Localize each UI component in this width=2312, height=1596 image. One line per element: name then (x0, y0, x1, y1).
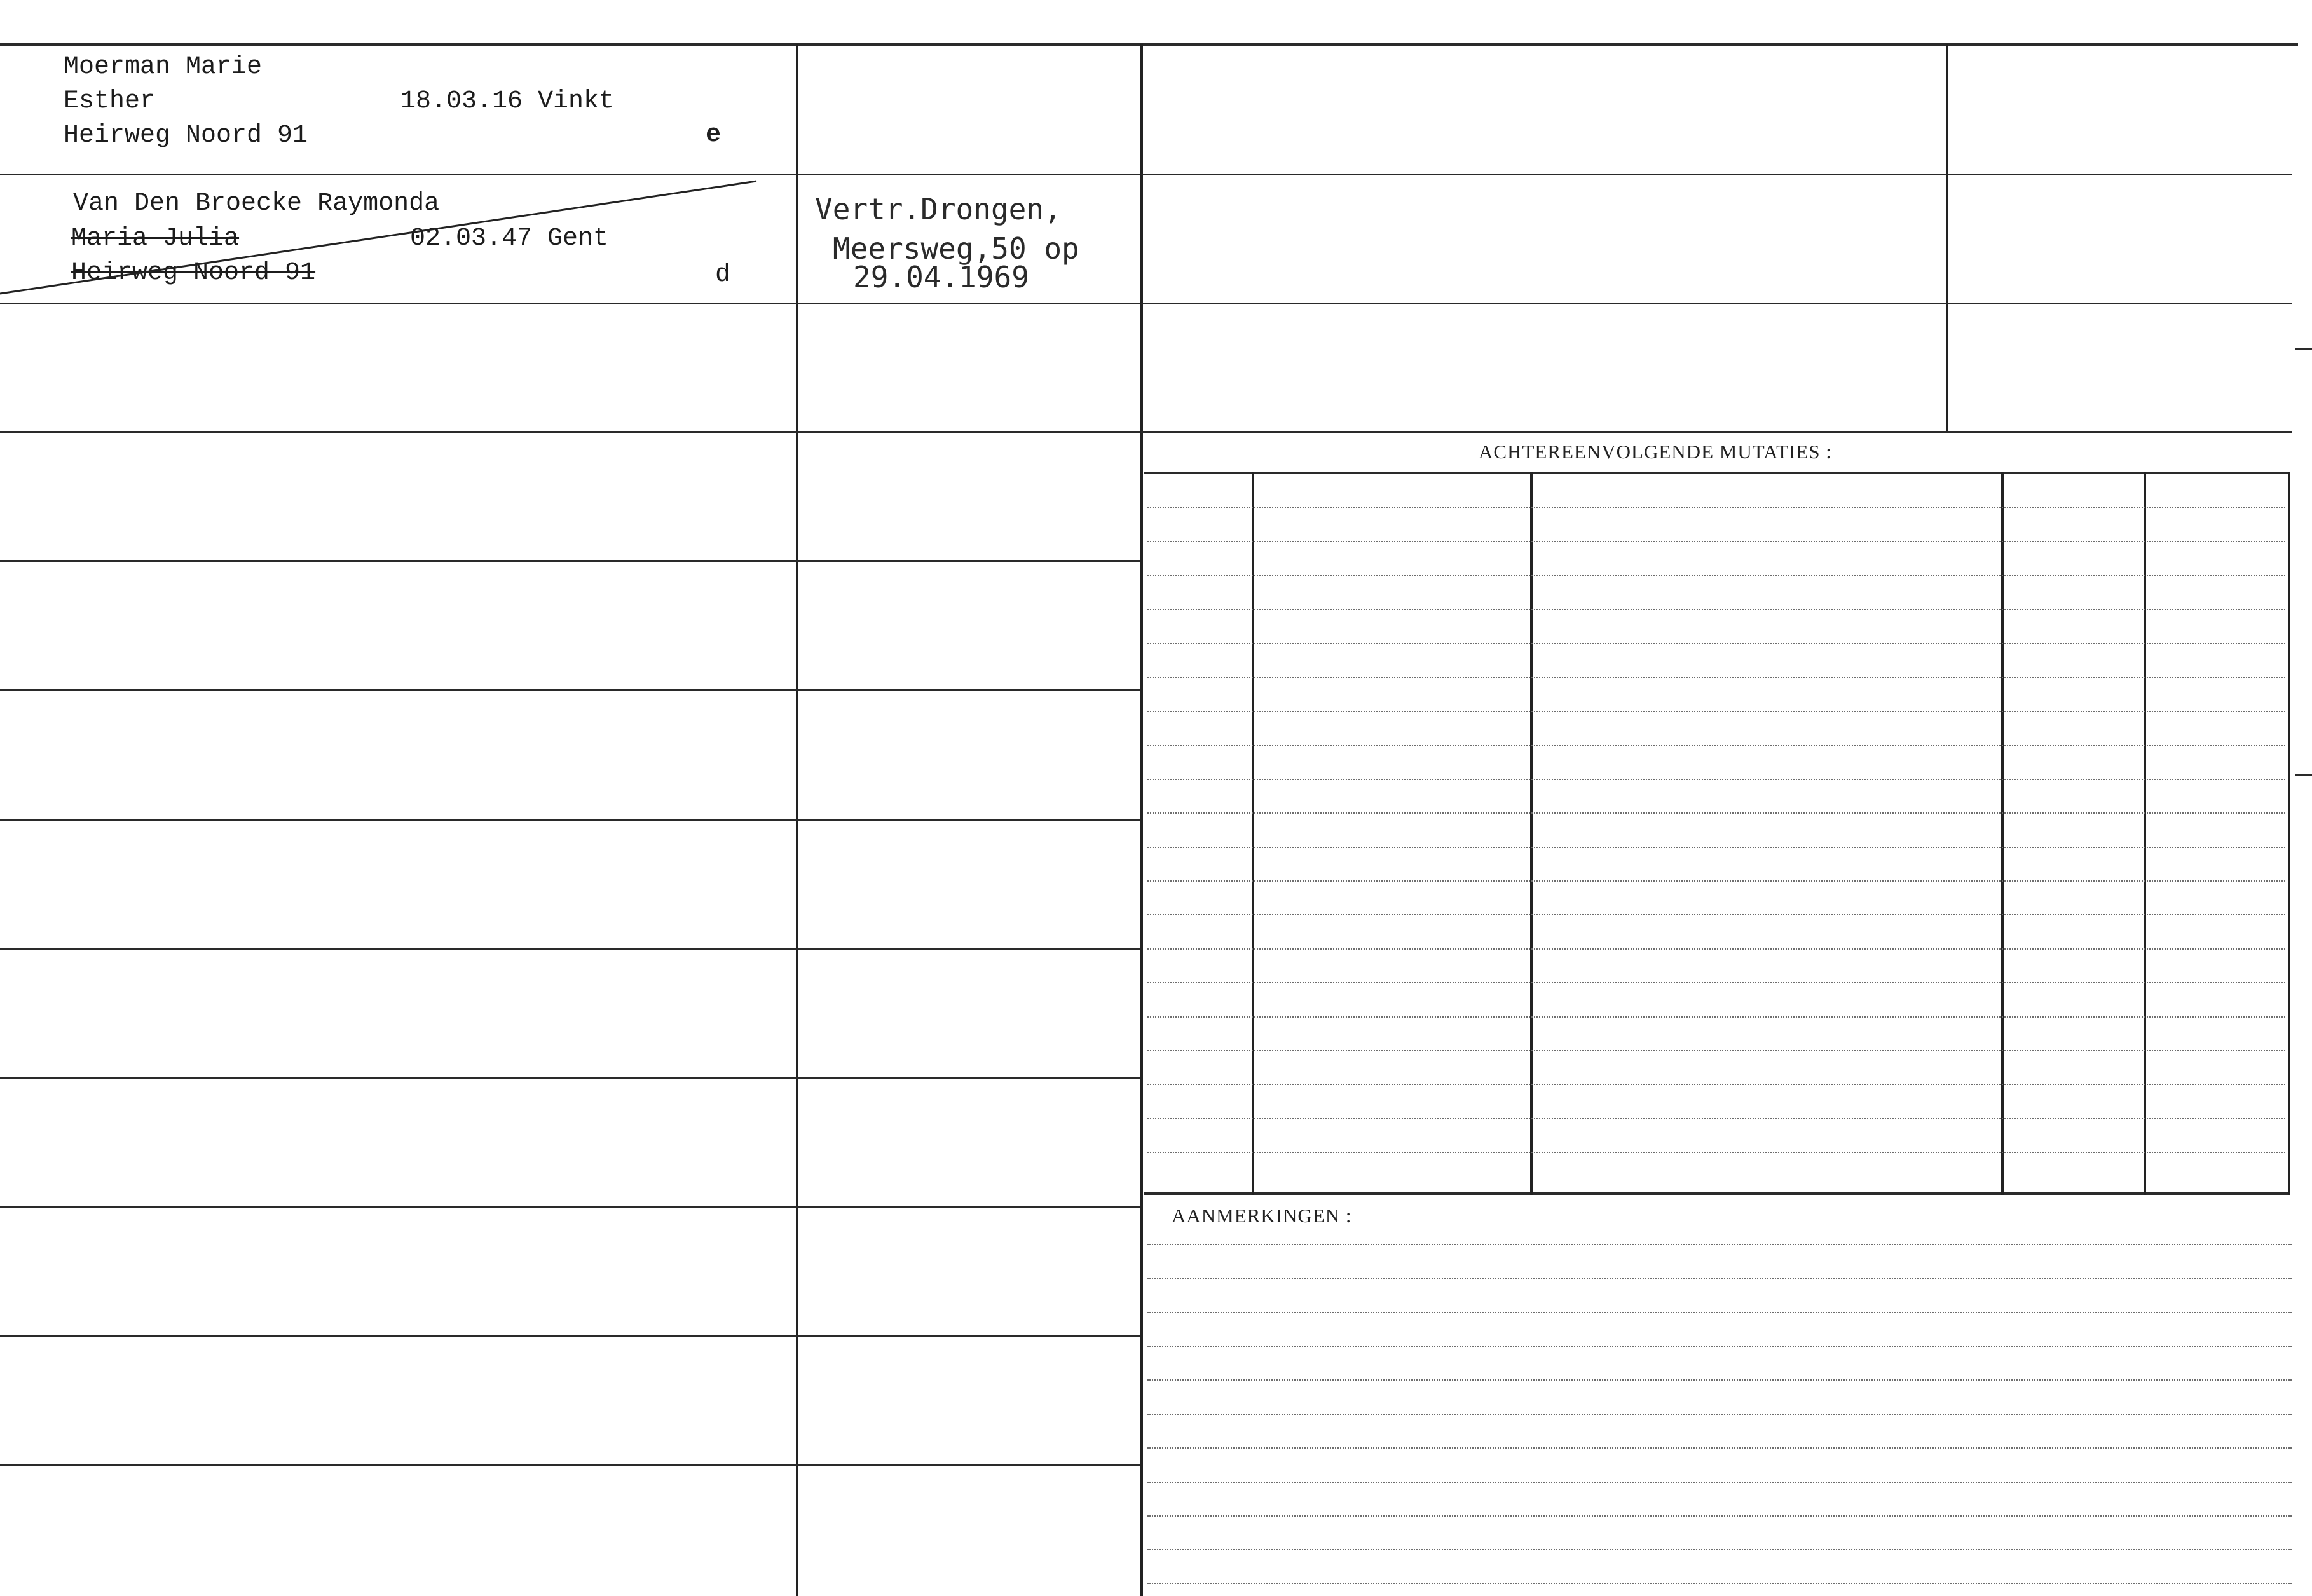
departure-note-line-2: Meersweg,50 op (833, 231, 1079, 266)
right-row-line-2 (1141, 303, 2292, 304)
margin-tick-1 (2295, 348, 2312, 350)
entry-2-name: Van Den Broecke Raymonda (73, 189, 440, 218)
mutations-top-line (1144, 472, 2290, 474)
column-divider-3 (1946, 44, 1948, 431)
remarks-title: AANMERKINGEN : (1172, 1204, 1352, 1227)
margin-tick-2 (2295, 774, 2312, 776)
mutations-col-5 (2288, 472, 2290, 1195)
entry-1-birth: 18.03.16 Vinkt (400, 87, 615, 116)
entry-2-code: d (715, 261, 731, 289)
entry-2-given: Maria Julia (71, 224, 240, 253)
mutations-col-1 (1252, 472, 1254, 1195)
entry-1-address: Heirweg Noord 91 (64, 121, 308, 150)
mutations-title: ACHTEREENVOLGENDE MUTATIES : (1479, 440, 1832, 463)
mutations-col-2 (1530, 472, 1533, 1195)
entry-2-birth: 02.03.47 Gent (410, 224, 609, 253)
entry-1-given: Esther (64, 87, 156, 116)
mutations-col-4 (2144, 472, 2146, 1195)
top-border (0, 43, 2298, 46)
entry-2-cancel-stroke (0, 172, 763, 299)
mutations-col-3 (2001, 472, 2004, 1195)
mutations-bottom-line (1144, 1192, 2290, 1195)
right-row-line-3 (1141, 431, 2292, 433)
entry-2-address: Heirweg Noord 91 (71, 259, 316, 287)
departure-note-line-3: 29.04.1969 (853, 260, 1029, 294)
entry-1-code: e (706, 121, 722, 149)
column-divider-2 (1140, 44, 1143, 1596)
right-row-line-1 (1141, 174, 2292, 175)
entry-1-name: Moerman Marie (64, 53, 263, 81)
departure-note-line-1: Vertr.Drongen, (815, 192, 1062, 226)
